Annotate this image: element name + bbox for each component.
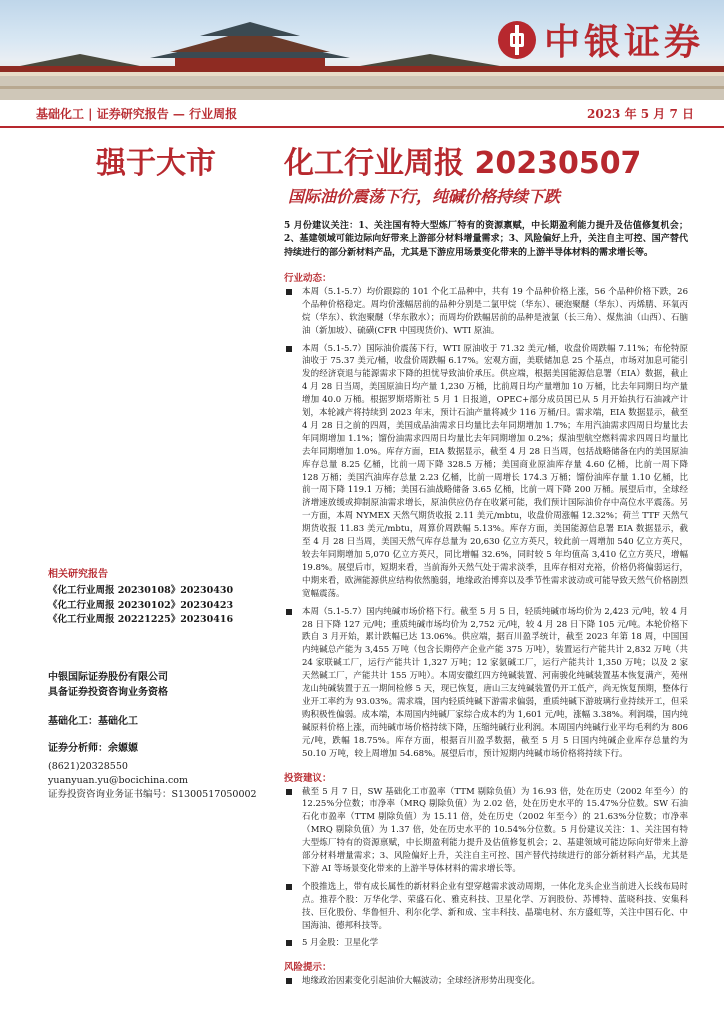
report-date: 2023 年 5 月 7 日 — [587, 107, 694, 121]
paragraph-text: 个股推选上，带有成长属性的新材料企业有望穿越需求波动周期，一体化龙头企业当前进入长线布局时点。推荐个股：万华化学、荣盛石化、雅克科技、卫星化学、万润股份、苏博特、蓝晓科技、安集科技、巨化股份、华鲁恒升、利尔化学、新和成、宝丰科技、晶瑞电材、东方盛虹等，关注中国石化、中国海油、德邦科技等。 — [302, 881, 688, 931]
boc-logo-icon — [498, 21, 536, 59]
investment-paragraph — [284, 937, 688, 950]
related-report-link[interactable]: 《化工行业周报 20230102》20230423 — [48, 599, 234, 611]
square-bullet-icon — [286, 884, 292, 890]
square-bullet-icon — [286, 609, 292, 615]
related-reports-list — [48, 584, 273, 628]
header-banner — [0, 0, 724, 100]
report-body — [284, 220, 688, 993]
paragraph-text: 地缘政治因素变化引起油价大幅波动；全球经济形势出现变化。 — [302, 976, 541, 987]
brand-name: 中银证券 — [543, 22, 704, 63]
sector-label: 基础化工：基础化工 — [48, 715, 138, 727]
square-bullet-icon — [286, 978, 292, 984]
risk-paragraph — [284, 975, 688, 988]
analyst-certificate: 证券投资咨询业务证书编号：S1300517050002 — [48, 788, 257, 800]
investment-section-title: 投资建议： — [284, 772, 332, 784]
analyst-contact — [48, 760, 273, 802]
page-title: 化工行业周报 20230507 — [284, 146, 642, 181]
rating: 强于大市 — [96, 146, 216, 181]
investment-paragraph — [284, 881, 688, 933]
industry-paragraph — [284, 286, 688, 338]
company-info — [48, 670, 273, 700]
sidebar — [48, 565, 273, 802]
investment-paragraph — [284, 786, 688, 876]
analyst-phone: (8621)20328550 — [48, 760, 128, 772]
industry-section-title: 行业动态： — [284, 272, 332, 284]
analyst-name: 证券分析师：余嫄嫄 — [48, 742, 138, 754]
square-bullet-icon — [286, 789, 292, 795]
paragraph-text: 本周（5.1-5.7）均价跟踪的 101 个化工品种中，共有 19 个品种价格上涨，56 个品种价格下跌，26 个品种价格稳定。周均价涨幅居前的品种分别是二氯甲烷（华东）、硬泡聚醚（华东）、丙烯腈、环氧丙烷（华东）、软泡聚醚（华东散水）；而周均价跌幅居前的品种是液氯（长三角）、煤焦油（山西）、石脑油（新加坡）、硫磺(CFR 中国现货价)、WTI 原油。 — [302, 286, 688, 336]
paragraph-text: 5 月金股：卫星化学 — [302, 938, 379, 949]
breadcrumb: 基础化工 | 证券研究报告 — 行业周报 — [36, 107, 238, 121]
company-name: 中银国际证券股份有限公司 — [48, 671, 168, 683]
summary-paragraph: 5 月份建议关注：1、关注国有特大型炼厂特有的资源禀赋，中长期盈利能力提升及估值修复机会；2、基建领域可能边际向好带来上游部分材料增量需求；3、风险偏好上升，关注自主可控、国产替代持续进行的部分新材料产品，尤其是下游应用场景变化带来的上游半导体材料的需求增长等。 — [284, 221, 688, 258]
industry-paragraph — [284, 343, 688, 601]
related-reports-title: 相关研究报告 — [48, 569, 108, 580]
brand-logo — [498, 14, 704, 65]
paragraph-text: 截至 5 月 7 日，SW 基础化工市盈率（TTM 剔除负值）为 16.93 倍，处在历史（2002 年至今）的 12.25%分位数；市净率（MRQ 剔除负值）为 2.02 倍，处在历史水平的 15.47%分位数。SW 石油石化市盈率（TTM 剔除负值）为 15.11 倍，处在历史（2002 年至今）的 21.63%分位数；市净率（MRQ 剔除负值）为 1.37 倍，处在历史水平的 10.54%分位数。5 月份建议关注：1、关注国有特大型炼厂特有的资源禀赋，中长期盈利能力提升及估值修复机会；2、基建领域可能边际向好带来上游部分材料增量需求；3、风险偏好上升，关注自主可控、国产替代持续进行的部分新材料产品，尤其是下游 AI 等场景变化带来的上游半导体材料的需求增长等。 — [302, 786, 688, 874]
paragraph-text: 本周（5.1-5.7）国际油价震荡下行，WTI 原油收于 71.32 美元/桶，收盘价周跌幅 7.11%；布伦特原油收于 75.37 美元/桶，收盘价周跌幅 6.17%。宏观方面，美联储加息 25 个基点，市场对加息可能引发的经济衰退与能源需求下降的担忧导致油价承压。供应端，根据美国能源信息署（EIA）数据，截止 4 月 28 日当周，美国原油日均产量 1,230 万桶，比前周日均产量增加 10 万桶，比去年同期日均产量增加 40.0 万桶。根据罗斯塔斯社 5 月 1 日报道，OPEC+部分成员国已从 5 月开始执行石油减产计划，本轮减产将持续到 2023 年末，预计石油产量将减少 116 万桶/日。需求端，EIA 数据显示，截至 4 月 28 日之前的四周，美国成品油需求日均量比去年同期增加 1.7%；车用汽油需求四周日均量比去年同期增加 1.1%；馏份油需求四周日均量比去年同期增加 0.2%；煤油型航空燃料需求四周日均量比去年同期增加 1.0%。库存方面，EIA 数据显示，截至 4 月 28 日当周，包括战略储备在内的美国原油库存总量 8.25 亿桶，比前一周下降 328.5 万桶；美国商业原油库存量 4.60 亿桶，比前一周下降 128 万桶；美国汽油库存总量 2.23 亿桶，比前一周增长 174.3 万桶；馏份油库存量 1.10 亿桶，比前一周下降 119.1 万桶；美国石油战略储备 3.65 亿桶，比前一周下降 200 万桶。展望后市，全球经济增速放缓或抑制原油需求增长，原油供应仍存在收紧可能，我们预计国际油价存中高位水平震荡。另一方面，本周 NYMEX 天然气期货收报 2.11 美元/mbtu，收盘价周涨幅 12.32%；荷兰 TTF 天然气期货收报 11.83 美元/mbtu，周算价周跌幅 5.13%。库存方面，美国能源信息署 EIA 数据显示，截至 4 月 28 日当周，美国天然气库存总量为 20,630 亿立方英尺，较此前一周增加 540 亿立方英尺，较去年同期增加 5,070 亿立方英尺，同比增幅 32.6%，同时较 5 年均值高 3,410 亿立方英尺，增幅 19.8%。展望后市，短期来看，当前海外天然气处于需求淡季，且库存相对充裕，价格仍将偏弱运行，中期来看，欧洲能源供应结构依然脆弱，地缘政治博弈以及季节性需求波动或可能导致天然气价格剧烈宽幅震荡。 — [302, 343, 688, 599]
related-report-link[interactable]: 《化工行业周报 20230108》20230430 — [48, 585, 234, 596]
square-bullet-icon — [286, 289, 292, 295]
related-report-link[interactable]: 《化工行业周报 20221225》20230416 — [48, 614, 234, 625]
report-header — [0, 100, 724, 128]
risk-section-title: 风险提示： — [284, 962, 332, 974]
company-qualification: 具备证券投资咨询业务资格 — [48, 686, 168, 698]
square-bullet-icon — [286, 346, 292, 352]
page-subtitle: 国际油价震荡下行，纯碱价格持续下跌 — [288, 187, 561, 206]
square-bullet-icon — [286, 940, 292, 946]
industry-paragraph — [284, 606, 688, 761]
paragraph-text: 本周（5.1-5.7）国内纯碱市场价格下行。截至 5 月 5 日，轻质纯碱市场均价为 2,423 元/吨，较 4 月 28 日下降 127 元/吨；重质纯碱市场均价为 2,752 元/吨，较 4 月 28 日下降 105 元/吨。本轮价格下跌自 3 月开始，累计跌幅已达 13.06%。供应端，据百川盈孚统计，截至 2023 年第 18 周，中国国内纯碱总产能为 3,455 万吨（包含长期停产企业产能 375 万吨），装置运行产能共计 2,832 万吨（共 24 家联碱工厂，运行产能共计 1,327 万吨；12 家氨碱工厂，运行产能共计 1,350 万吨；以及 2 家天然碱工厂，产能共计 155 万吨）。本周安徽红四方纯碱装置、河南骏化纯碱装置基本恢复满产，苑州龙山纯碱装置于五一期间检修 5 天，现已恢复，唐山三友纯碱装置仍开工低产，尚无恢复预期，整体行业开工率约为 93.03%。需求端，国内轻质纯碱下游需求偏弱，重质纯碱下游玻璃行业持续开工，但采购积极性偏弱。成本端，本周国内纯碱厂家综合成本约为 1,601 元/吨，涨幅 3.38%。利润端，国内纯碱原料价格上涨，而纯碱市场价格持续下降，压缩纯碱行业利润。本周国内纯碱行业平均毛利约为 806 元/吨，跌幅 18.75%。库存方面，根据百川盈孚数据，截至 5 月 5 日国内纯碱企业库存总量约为 50.10 万吨，较上周增加 54.68%。展望后市，预计短期内纯碱市场价格将持续下行。 — [302, 606, 688, 759]
analyst-email[interactable]: yuanyuan.yu@bocichina.com — [48, 774, 189, 786]
